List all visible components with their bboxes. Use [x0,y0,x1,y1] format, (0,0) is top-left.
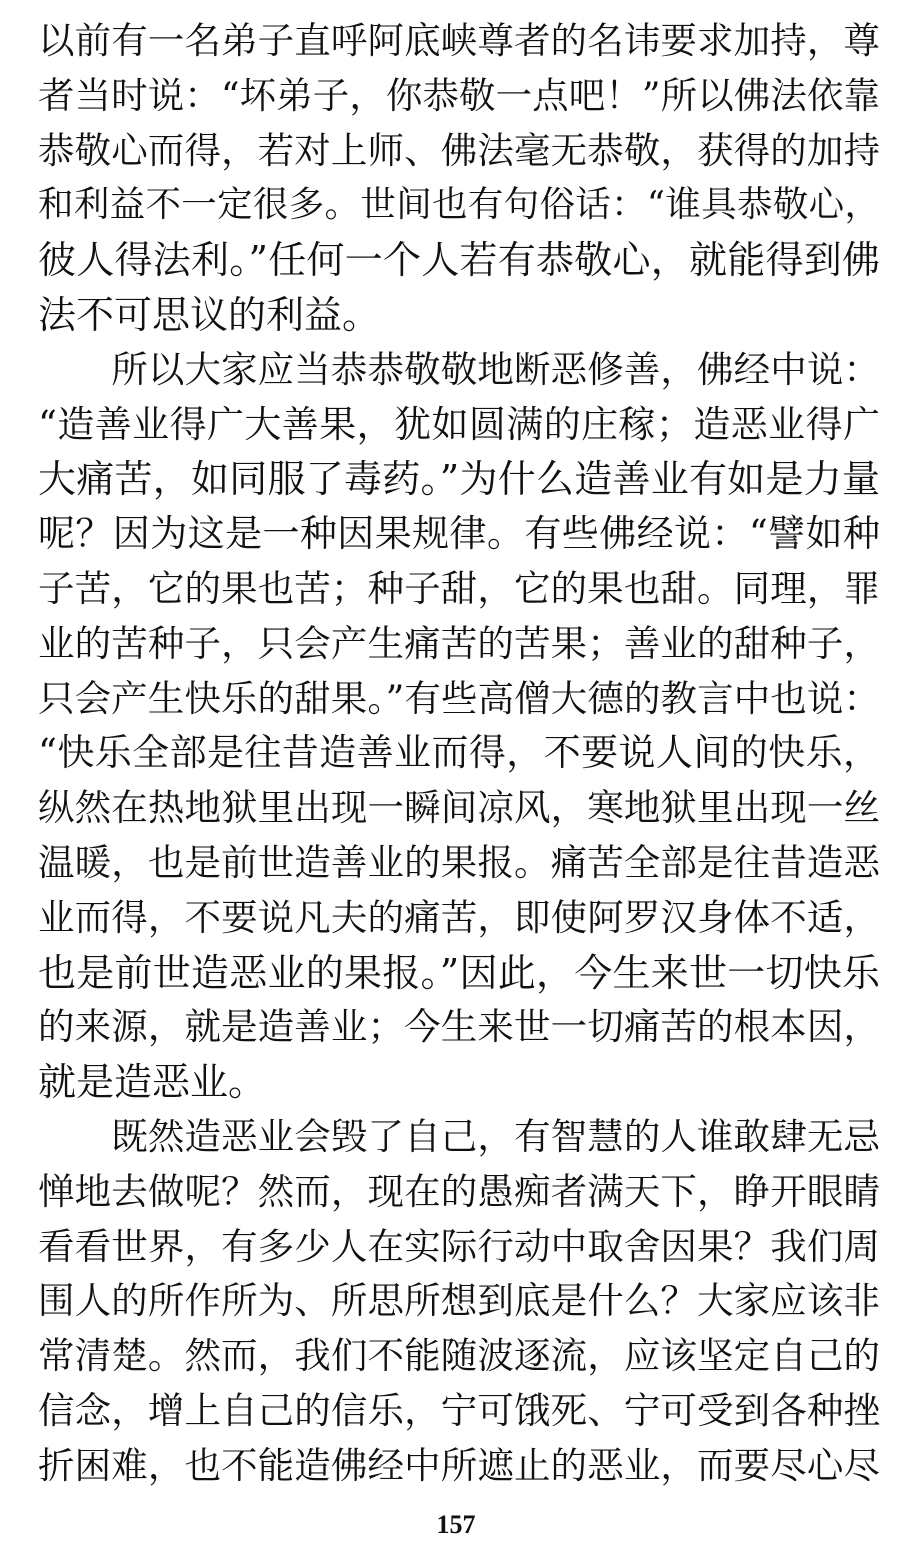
text-line: 以前有一名弟子直呼阿底峡尊者的名讳要求加持，尊 [38,19,880,62]
page-number: 157 [436,1510,476,1539]
text-line: 折困难，也不能造佛经中所遮止的恶业，而要尽心尽 [38,1443,880,1487]
text-line: 业的苦种子，只会产生痛苦的苦果；善业的甜种子， [38,621,880,665]
text-line: 只会产生快乐的甜果。”有些高僧大德的教言中也说： [38,676,880,720]
text-line: 既然造恶业会毁了自己，有智慧的人谁敢肆无忌 [38,1114,880,1158]
text-line: 法不可思议的利益。 [38,292,381,337]
text-line: 呢？因为这是一种因果规律。有些佛经说：“譬如种 [38,512,880,556]
text-line: 看看世界，有多少人在实际行动中取舍因果？我们周 [38,1224,880,1268]
text-line: 恭敬心而得，若对上师、佛法毫无恭敬，获得的加持 [38,128,880,172]
text-line: 的来源，就是造善业；今生来世一切痛苦的根本因， [38,1005,880,1049]
text-line: 者当时说：“坏弟子，你恭敬一点吧！”所以佛法依靠 [38,73,880,117]
text-line: 大痛苦，如同服了毒药。”为什么造善业有如是力量 [38,457,880,502]
text-line: 彼人得法利。”任何一个人若有恭敬心，就能得到佛 [38,238,880,283]
text-line: 常清楚。然而，我们不能随波逐流，应该坚定自己的 [38,1334,880,1378]
text-line: 业而得，不要说凡夫的痛苦，即使阿罗汉身体不适， [38,895,880,939]
text-line: 所以大家应当恭恭敬敬地断恶修善，佛经中说： [38,347,880,391]
text-line: 围人的所作所为、所思所想到底是什么？大家应该非 [38,1279,880,1323]
text-line: 也是前世造恶业的果报。”因此，今生来世一切快乐 [38,950,880,995]
text-line: 纵然在热地狱里出现一瞬间凉风，寒地狱里出现一丝 [38,786,880,830]
text-line: 温暖，也是前世造善业的果报。痛苦全部是往昔造恶 [38,840,880,884]
page-body [38,14,880,1494]
text-line: “造善业得广大善果，犹如圆满的庄稼；造恶业得广 [38,402,880,446]
text-line: 惮地去做呢？然而，现在的愚痴者满天下，睁开眼睛 [38,1169,880,1213]
text-line: 和利益不一定很多。世间也有句俗话：“谁具恭敬心， [38,184,880,226]
text-line: “快乐全部是往昔造善业而得，不要说人间的快乐， [38,731,880,775]
text-line: 子苦，它的果也苦；种子甜，它的果也甜。同理，罪 [38,566,880,610]
text-line: 信念，增上自己的信乐，宁可饿死、宁可受到各种挫 [38,1388,880,1432]
text-line: 就是造恶业。 [38,1060,267,1105]
